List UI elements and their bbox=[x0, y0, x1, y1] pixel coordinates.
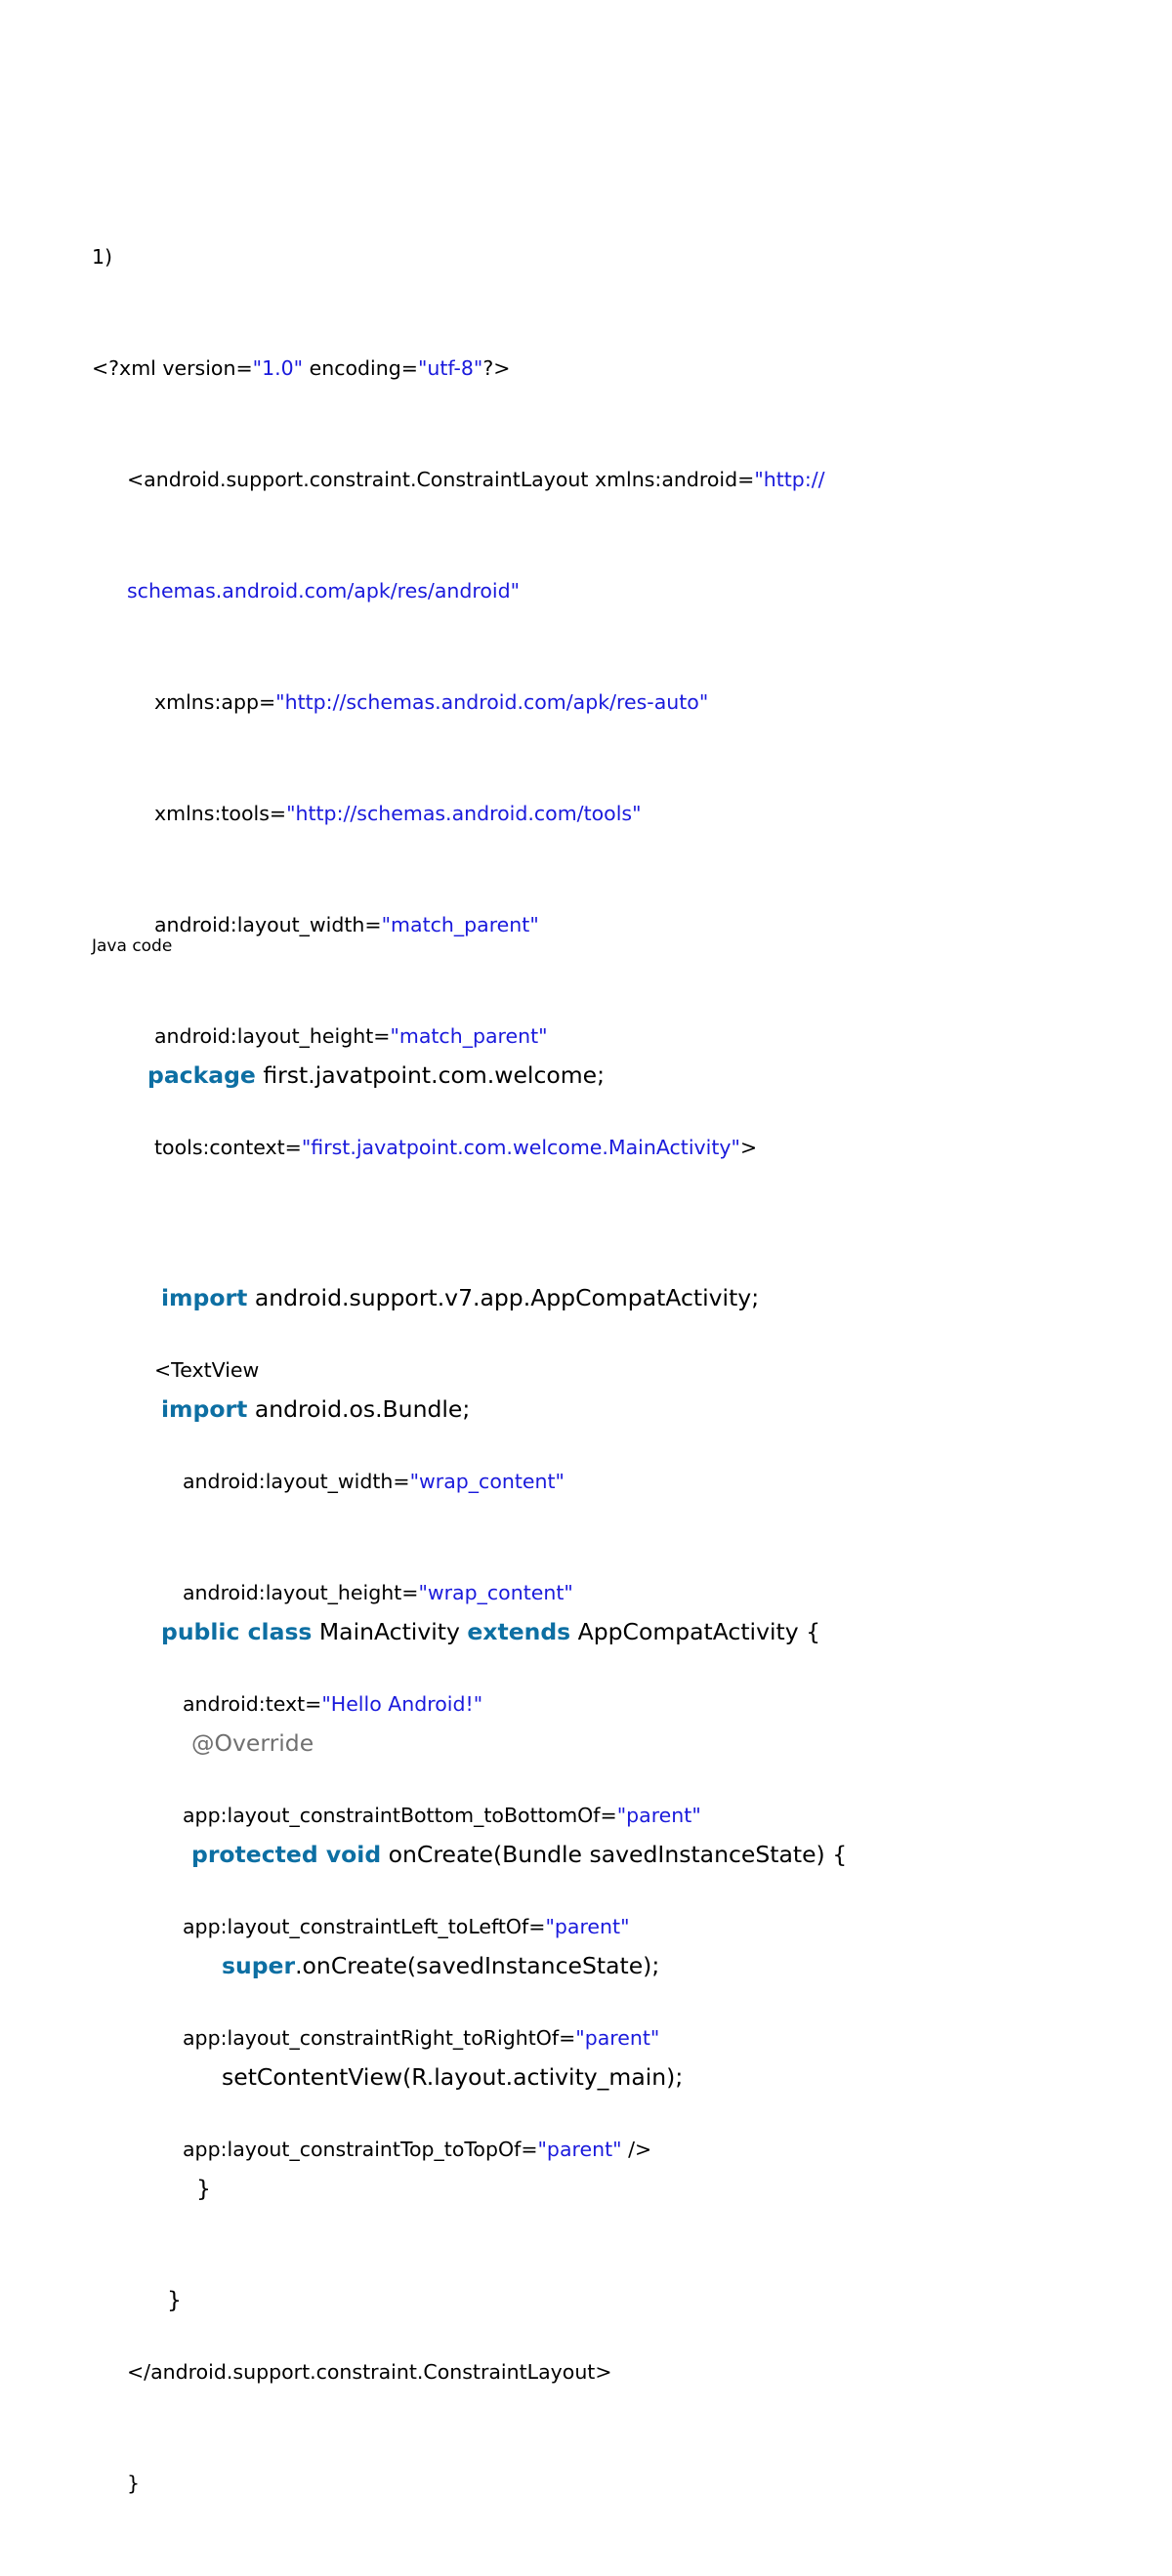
blank-line bbox=[147, 1168, 1124, 1205]
attr-name: android:text= bbox=[183, 1692, 322, 1716]
method-signature-line bbox=[147, 1836, 1124, 1873]
package-name: first.javatpoint.com.welcome; bbox=[255, 1061, 606, 1089]
attr-value: "match_parent" bbox=[381, 913, 539, 936]
java-code-block bbox=[147, 982, 1124, 2392]
import-line bbox=[147, 1391, 1124, 1428]
attr-value: "parent" bbox=[545, 1915, 630, 1938]
set-content-line bbox=[147, 2058, 1124, 2096]
blank-line bbox=[147, 1502, 1124, 1539]
closing-brace-line bbox=[92, 2465, 1127, 2502]
attr-value: "http://schemas.android.com/apk/res-auto" bbox=[275, 690, 709, 714]
keyword: protected void bbox=[191, 1841, 382, 1868]
keyword: import bbox=[161, 1284, 248, 1311]
attr-name: app:layout_constraintBottom_toBottomOf= bbox=[183, 1804, 617, 1827]
super-call: .onCreate(savedInstanceState); bbox=[295, 1952, 660, 1979]
attr-name: app:layout_constraintTop_toTopOf= bbox=[183, 2138, 538, 2161]
xml-decl-text: ?> bbox=[482, 356, 511, 380]
attr-name: app:layout_constraintLeft_toLeftOf= bbox=[183, 1915, 546, 1938]
xml-encoding-value: "utf-8" bbox=[417, 356, 483, 380]
keyword: import bbox=[161, 1395, 248, 1423]
package-line bbox=[147, 1057, 1124, 1094]
attr-name: tools:context= bbox=[154, 1136, 302, 1159]
root-open-line bbox=[92, 461, 1127, 498]
attr-value: "first.javatpoint.com.welcome.MainActivity" bbox=[301, 1136, 740, 1159]
section-number bbox=[92, 238, 1127, 275]
xml-decl-text: encoding= bbox=[303, 356, 418, 380]
attr-name: android:layout_height= bbox=[183, 1581, 419, 1604]
class-name: MainActivity bbox=[312, 1618, 468, 1645]
set-content-call: setContentView(R.layout.activity_main); bbox=[222, 2063, 684, 2091]
tag-end: /> bbox=[621, 2138, 652, 2161]
attr-value: "http://schemas.android.com/tools" bbox=[286, 802, 642, 825]
xmlns-app-line bbox=[92, 684, 1127, 721]
java-code-heading: Java code bbox=[92, 936, 173, 956]
attr-name: app:layout_constraintRight_toRightOf= bbox=[183, 2026, 576, 2050]
attr-value: "wrap_content" bbox=[418, 1581, 573, 1604]
attr-value: "match_parent" bbox=[390, 1024, 548, 1048]
attr-value: "parent" bbox=[537, 2138, 622, 2161]
xml-declaration-line bbox=[92, 350, 1127, 387]
method-signature: onCreate(Bundle savedInstanceState) { bbox=[381, 1841, 848, 1868]
super-call-line bbox=[147, 1947, 1124, 1984]
root-ns-value: schemas.android.com/apk/res/android" bbox=[127, 579, 521, 602]
closing-brace: } bbox=[196, 2175, 211, 2202]
layout-width-line bbox=[92, 906, 1127, 943]
tag-end: > bbox=[739, 1136, 758, 1159]
class-close-line bbox=[147, 2281, 1124, 2318]
superclass-name: AppCompatActivity { bbox=[570, 1618, 821, 1645]
attr-name: xmlns:tools= bbox=[154, 802, 287, 825]
import-path: android.support.v7.app.AppCompatActivity; bbox=[247, 1284, 760, 1311]
xml-decl-text: <?xml version= bbox=[92, 356, 253, 380]
closing-brace: } bbox=[167, 2286, 182, 2313]
attr-value: "wrap_content" bbox=[409, 1470, 565, 1493]
root-ns-continuation-line bbox=[92, 572, 1127, 609]
method-close-line bbox=[147, 2170, 1124, 2207]
root-open-tag: <android.support.constraint.ConstraintLayout xmlns:android= bbox=[127, 468, 755, 491]
keyword: super bbox=[222, 1952, 296, 1979]
attr-name: android:layout_width= bbox=[183, 1470, 410, 1493]
attr-name: android:layout_width= bbox=[154, 913, 382, 936]
keyword: extends bbox=[467, 1618, 571, 1645]
attr-name: xmlns:app= bbox=[154, 690, 276, 714]
attr-value: "Hello Android!" bbox=[321, 1692, 483, 1716]
keyword: public class bbox=[161, 1618, 313, 1645]
closing-brace: } bbox=[127, 2472, 141, 2495]
import-path: android.os.Bundle; bbox=[247, 1395, 471, 1423]
root-ns-value: "http:// bbox=[754, 468, 825, 491]
annotation-line bbox=[147, 1724, 1124, 1762]
attr-value: "parent" bbox=[616, 1804, 701, 1827]
class-declaration-line bbox=[147, 1613, 1124, 1650]
import-line bbox=[147, 1279, 1124, 1316]
xmlns-tools-line bbox=[92, 795, 1127, 832]
xml-version-value: "1.0" bbox=[252, 356, 304, 380]
textview-open-tag: <TextView bbox=[154, 1358, 260, 1382]
attr-value: "parent" bbox=[575, 2026, 660, 2050]
attr-name: android:layout_height= bbox=[154, 1024, 391, 1048]
root-close-tag: </android.support.constraint.ConstraintLayout> bbox=[127, 2360, 612, 2384]
keyword: package bbox=[147, 1061, 256, 1089]
section-number-text: 1) bbox=[92, 245, 113, 269]
annotation: @Override bbox=[191, 1729, 314, 1757]
